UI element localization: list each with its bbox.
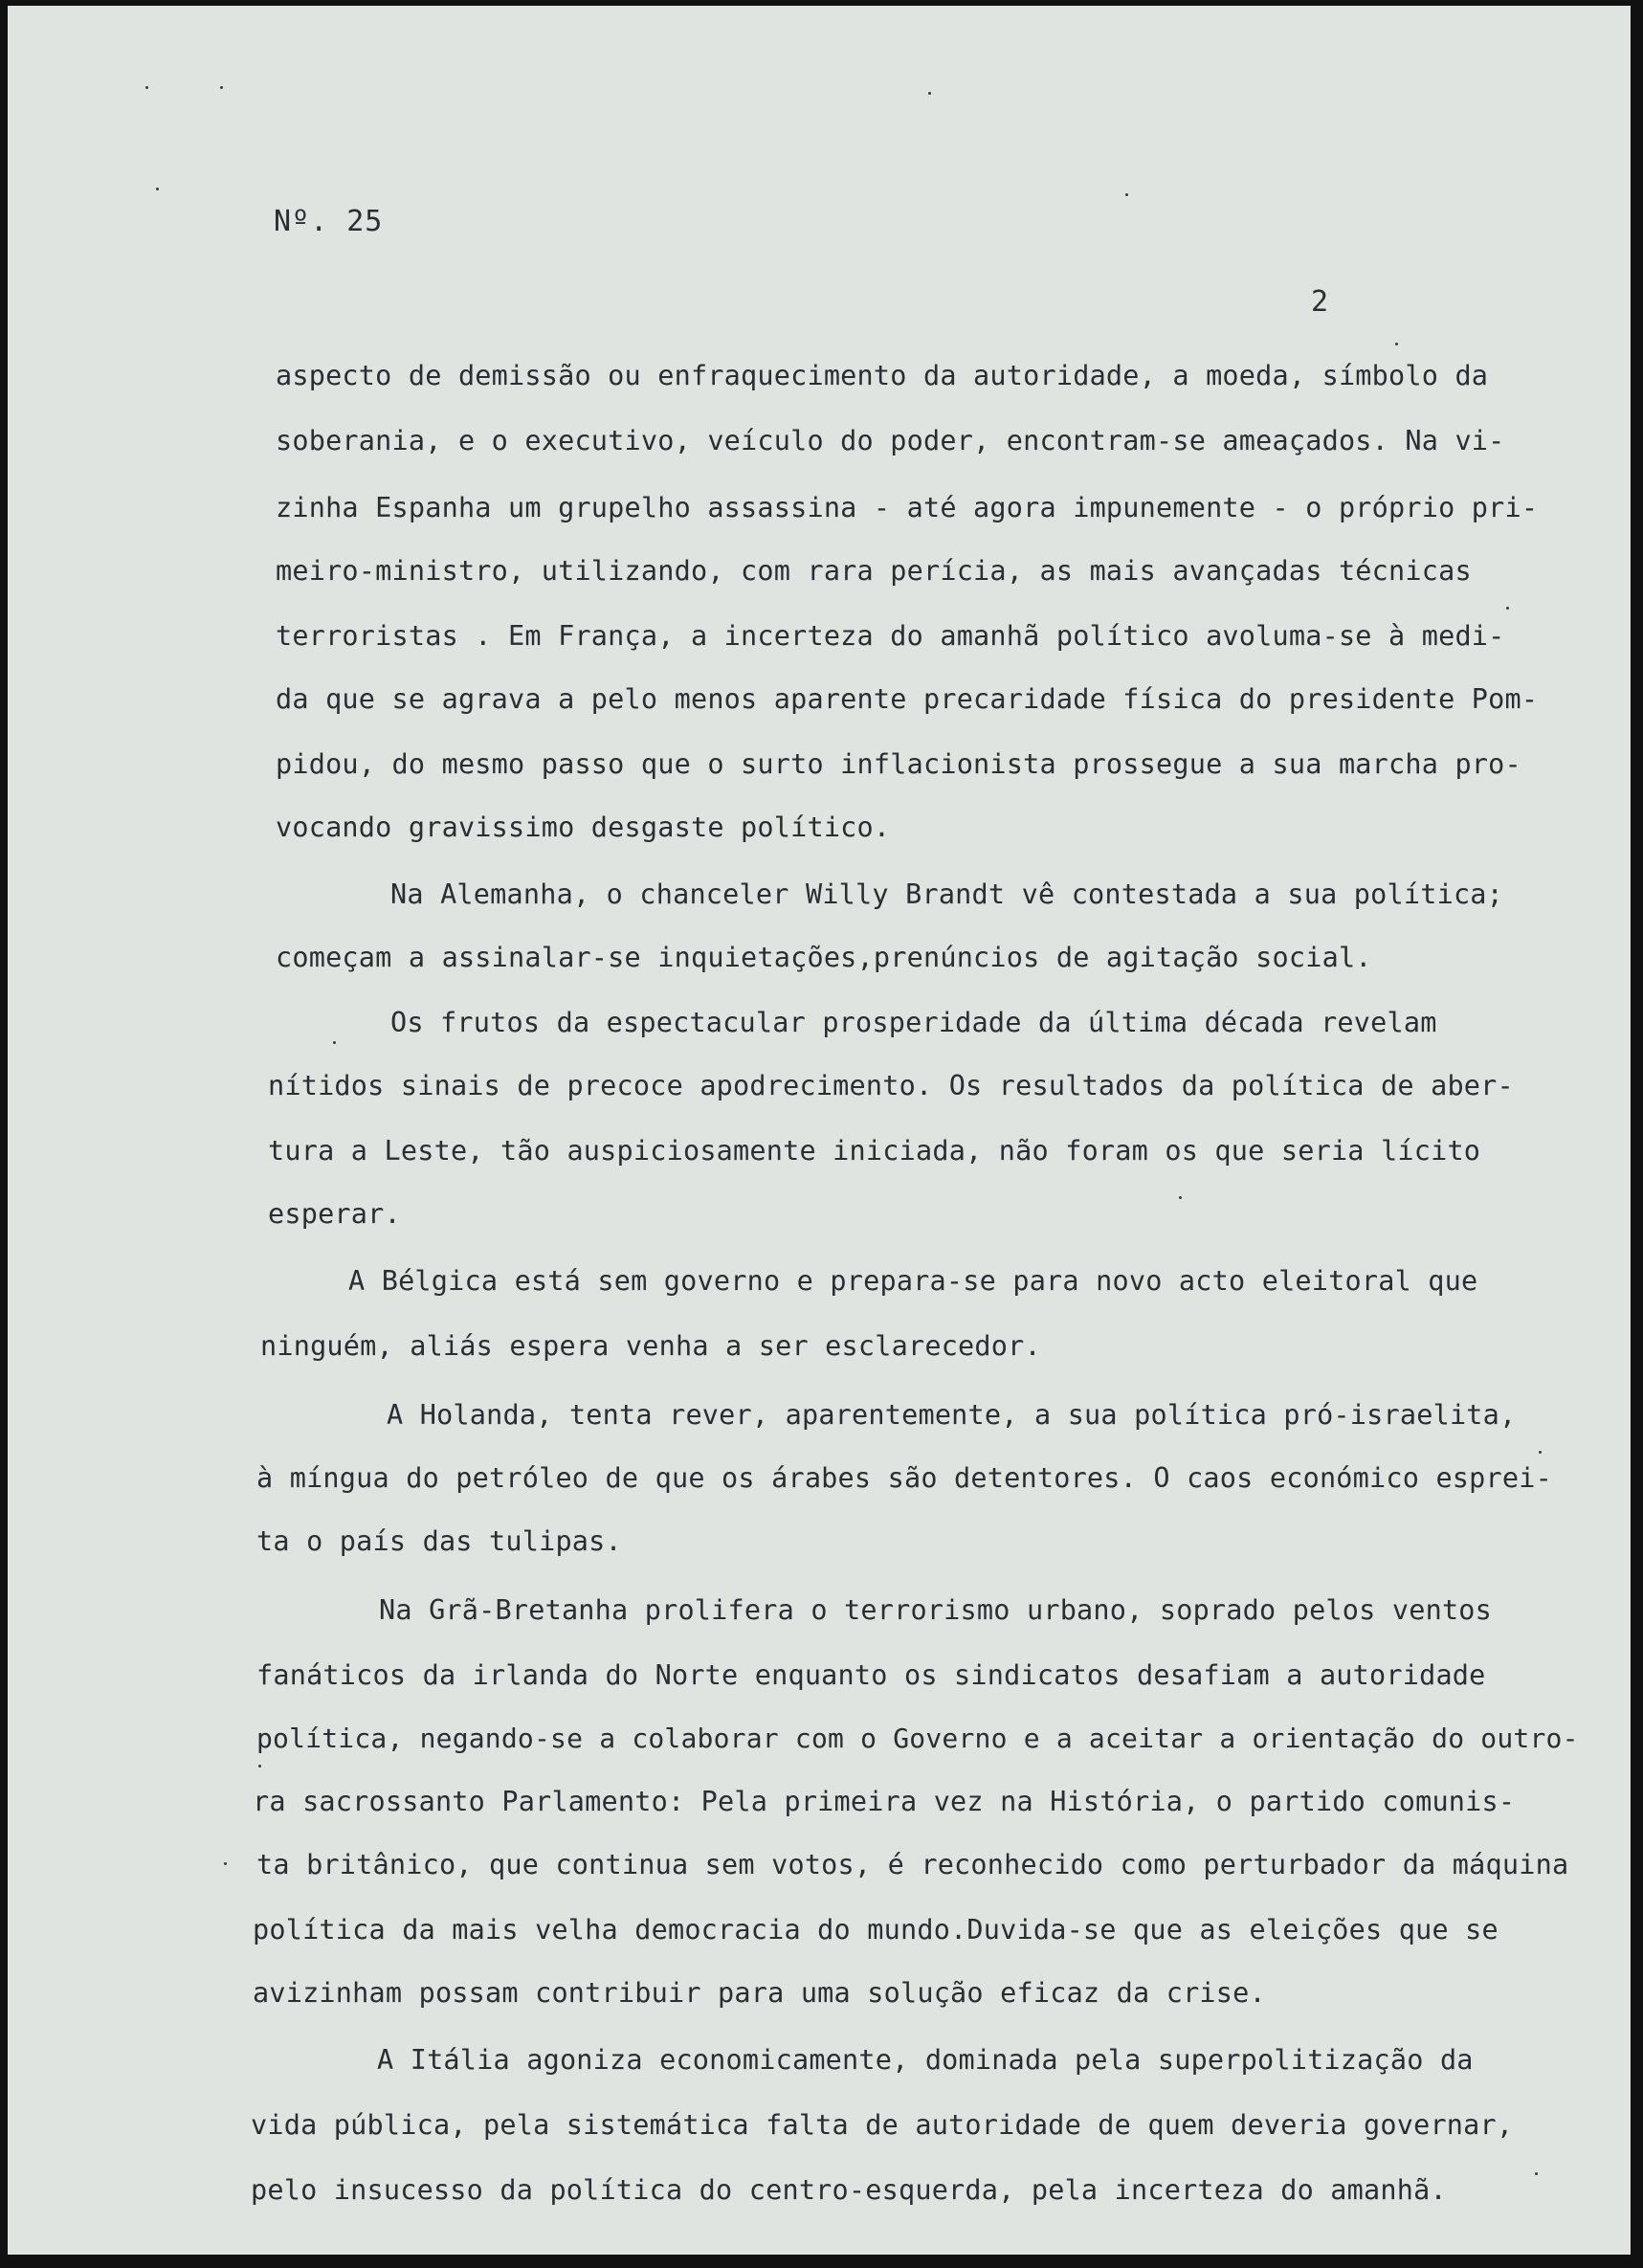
text-line: Na Alemanha, o chanceler Willy Brandt vê contestada a sua política; bbox=[390, 878, 1504, 910]
text-line: vocando gravissimo desgaste político. bbox=[276, 812, 891, 843]
speck bbox=[220, 86, 223, 89]
speck bbox=[156, 188, 159, 190]
document-number: Nº. 25 bbox=[274, 205, 384, 238]
text-line: começam a assinalar-se inquietações,prenúncios de agitação social. bbox=[276, 942, 1372, 973]
text-line: pidou, do mesmo passo que o surto inflacionista prossegue a sua marcha pro- bbox=[276, 748, 1521, 780]
text-line: ta o país das tulipas. bbox=[256, 1525, 622, 1557]
document-page bbox=[8, 6, 1631, 2255]
speck bbox=[333, 1041, 336, 1044]
text-line: ra sacrossanto Parlamento: Pela primeira vez na História, o partido comunis- bbox=[253, 1786, 1516, 1817]
text-line: Os frutos da espectacular prosperidade da última década revelam bbox=[390, 1007, 1437, 1038]
page-number: 2 bbox=[1311, 285, 1329, 319]
text-line: A Itália agoniza economicamente, dominada pela superpolitização da bbox=[377, 2044, 1474, 2076]
text-line: A Bélgica está sem governo e prepara-se para novo acto eleitoral que bbox=[348, 1265, 1478, 1297]
text-line: terroristas . Em França, a incerteza do amanhã político avoluma-se à medi- bbox=[276, 620, 1505, 652]
speck bbox=[145, 86, 148, 89]
speck bbox=[1125, 193, 1128, 196]
text-line: pelo insucesso da política do centro-esquerda, pela incerteza do amanhã. bbox=[251, 2174, 1447, 2206]
text-line: da que se agrava a pelo menos aparente precaridade física do presidente Pom- bbox=[276, 683, 1539, 715]
text-line: tura a Leste, tão auspiciosamente iniciada, não foram os que seria lícito bbox=[268, 1135, 1481, 1167]
text-line: zinha Espanha um grupelho assassina - até agora impunemente - o próprio pri- bbox=[276, 492, 1539, 523]
speck bbox=[1395, 343, 1398, 345]
speck bbox=[928, 92, 931, 95]
speck bbox=[1506, 607, 1509, 610]
text-line: política, negando-se a colaborar com o Governo e a aceitar a orientação do outro- bbox=[256, 1723, 1579, 1754]
text-line: esperar. bbox=[268, 1198, 401, 1230]
text-line: nítidos sinais de precoce apodrecimento. Os resultados da política de aber- bbox=[268, 1070, 1514, 1101]
speck bbox=[1535, 2172, 1538, 2175]
text-line: A Holanda, tenta rever, aparentemente, a sua política pró-israelita, bbox=[387, 1399, 1517, 1431]
text-line: vida pública, pela sistemática falta de autoridade de quem deveria governar, bbox=[251, 2109, 1514, 2141]
text-line: ninguém, aliás espera venha a ser esclarecedor. bbox=[260, 1330, 1041, 1362]
speck bbox=[224, 1862, 227, 1865]
text-line: avizinham possam contribuir para uma solução eficaz da crise. bbox=[253, 1977, 1266, 2009]
text-line: ta britânico, que continua sem votos, é reconhecido como perturbador da máquina bbox=[256, 1849, 1569, 1880]
text-line: soberania, e o executivo, veículo do poder, encontram-se ameaçados. Na vi- bbox=[276, 425, 1505, 456]
text-line: à míngua do petróleo de que os árabes são detentores. O caos económico esprei- bbox=[256, 1462, 1552, 1494]
text-line: Na Grã-Bretanha prolifera o terrorismo urbano, soprado pelos ventos bbox=[379, 1594, 1493, 1626]
text-line: política da mais velha democracia do mundo.Duvida-se que as eleições que se bbox=[253, 1914, 1499, 1946]
speck bbox=[1539, 1451, 1542, 1454]
text-line: fanáticos da irlanda do Norte enquanto os sindicatos desafiam a autoridade bbox=[256, 1659, 1486, 1691]
text-line: aspecto de demissão ou enfraquecimento da autoridade, a moeda, símbolo da bbox=[276, 360, 1489, 391]
speck bbox=[1179, 1196, 1182, 1199]
text-line: meiro-ministro, utilizando, com rara perícia, as mais avançadas técnicas bbox=[276, 555, 1472, 587]
speck bbox=[258, 1765, 261, 1768]
